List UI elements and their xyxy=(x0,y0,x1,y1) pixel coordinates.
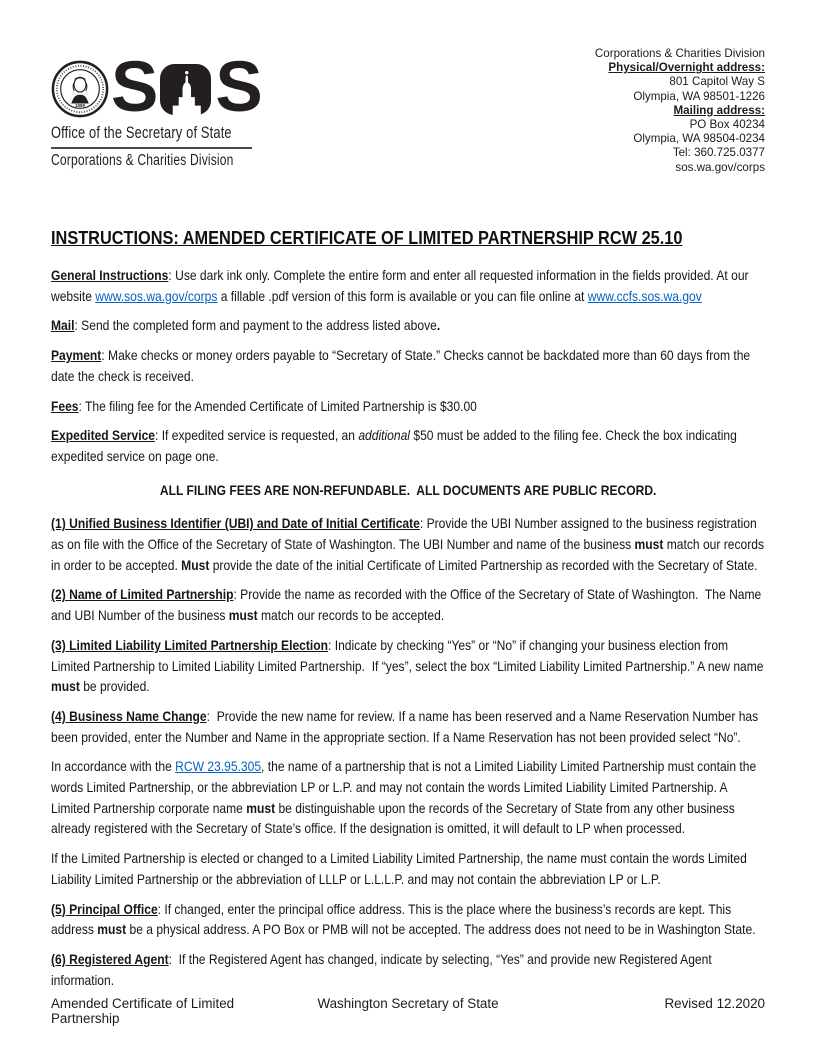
paragraph-fees: Fees: The filing fee for the Amended Certificate of Limited Partnership is $30.00 xyxy=(51,397,477,414)
paragraph-item6-registered-agent: (6) Registered Agent: If the Registered Agent has changed, indicate by selecting, “Yes” and provide new Registered Agent information. xyxy=(51,950,716,988)
sos-logo xyxy=(51,47,285,170)
hyperlink[interactable]: www.ccfs.sos.wa.gov xyxy=(587,287,702,304)
sos-letter-s-left: S xyxy=(111,47,157,127)
paragraph-item5-principal-office: (5) Principal Office: If changed, enter the principal office address. This is the place where the business’s records are kept. This address must be a physical address. A PO Box or PMB will not be accepted. The address does not need to be in Washington State. xyxy=(51,900,756,938)
physical-address-line1: 801 Capitol Way S xyxy=(669,75,765,89)
sos-logo-mark xyxy=(51,47,285,127)
mailing-address-line1: PO Box 40234 xyxy=(689,118,765,132)
paragraph-payment: Payment: Make checks or money orders payable to “Secretary of State.” Checks cannot be backdated more than 60 days from the date the check is received. xyxy=(51,347,754,384)
washington-state-seal-icon xyxy=(51,60,109,118)
paragraph-mail: Mail: Send the completed form and payment to the address listed above. xyxy=(51,317,441,334)
page-title: INSTRUCTIONS: AMENDED CERTIFICATE OF LIMITED PARTNERSHIP RCW 25.10 xyxy=(51,227,683,248)
capitol-dome-icon xyxy=(160,64,211,115)
paragraph-item3-lllp-election: (3) Limited Liability Limited Partnership Election: Indicate by checking “Yes” or “No” if changing your business election from Limited Partnership to Limited Liability Limited Partnership. If “yes”, select the box “Limited Liability Limited Partnership.” A new name must be provided. xyxy=(51,636,767,695)
sos-letter-s-right: S xyxy=(215,47,261,127)
mailing-address-label: Mailing address: xyxy=(673,103,765,117)
paragraph-item1-ubi: (1) Unified Business Identifier (UBI) and Date of Initial Certificate: Provide the UBI Number assigned to the business registration as on file with the Office of the Secretary of State of Washington. The UBI Number and name of the business must match our records in order to be accepted. Must provide the date of the initial Certificate of Limited Partnership as recorded with the Secretary of State. xyxy=(51,515,768,573)
physical-address-label: Physical/Overnight address: xyxy=(608,61,765,75)
physical-address-line2: Olympia, WA 98501-1226 xyxy=(633,89,765,103)
hyperlink[interactable]: RCW 23.95.305 xyxy=(175,758,262,775)
footer-agency-name: Washington Secretary of State xyxy=(317,996,499,1011)
paragraph-rcw-naming-rules: In accordance with the RCW 23.95.305, the name of a partnership that is not a Limited Liability Limited Partnership must contain the words Limited Partnership, or the abbreviation LP or L.P. and may not contain the words Limited Liability Limited Partnership. A Limited Partnership corporate name must be distinguishable upon the records of the Secretary of State from any other business already registered with the Secretary of State’s office. If the designation is omitted, it will default to LP when processed. xyxy=(51,758,760,837)
phone-number: Tel: 360.725.0377 xyxy=(672,146,765,160)
hyperlink[interactable]: www.sos.wa.gov/corps xyxy=(95,287,218,304)
paragraph-general-instructions: General Instructions: Use dark ink only. Complete the entire form and enter all requested information in the fields provided. At our website www.sos.wa.gov/corps a fillable .pdf version of this form is available or you can file online at www.ccfs.sos.wa.gov xyxy=(51,267,752,304)
footer-document-name: Amended Certificate of Limited Partnership xyxy=(51,996,235,1026)
mailing-address-line2: Olympia, WA 98504-0234 xyxy=(633,132,765,146)
logo-tagline: Office of the Secretary of State xyxy=(51,124,232,142)
website-address: sos.wa.gov/corps xyxy=(675,160,765,174)
paragraph-expedited-service: Expedited Service: If expedited service is requested, an additional $50 must be added to the filing fee. Check the box indicating expedited service on page one. xyxy=(51,427,741,464)
fees-nonrefundable-notice: ALL FILING FEES ARE NON-REFUNDABLE. ALL DOCUMENTS ARE PUBLIC RECORD. xyxy=(159,481,657,498)
seal-year-label: 1889 xyxy=(75,102,85,108)
paragraph-item2-name: (2) Name of Limited Partnership: Provide the name as recorded with the Office of the Secretary of State of Washington. The Name and UBI Number of the business must match our records to be accepted. xyxy=(51,586,765,624)
address-block xyxy=(595,47,765,175)
page-footer xyxy=(51,996,765,1026)
logo-division-label: Corporations & Charities Division xyxy=(51,152,234,169)
paragraph-lllp-naming-rules: If the Limited Partnership is elected or changed to a Limited Liability Limited Partnership, the name must contain the words Limited Liability Limited Partnership or the abbreviation of LLLP or L.L.L.P. and may not contain the abbreviation LP or L.P. xyxy=(51,850,751,887)
instructions-body xyxy=(51,225,768,990)
address-division-line: Corporations & Charities Division xyxy=(594,47,765,60)
paragraph-item4-name-change: (4) Business Name Change: Provide the new name for review. If a name has been reserved and a Name Reservation Number has been provided, enter the Number and Name in the appropriate section. If a Name Reservation has not been provided select “No”. xyxy=(51,707,762,745)
footer-revision-date: Revised 12.2020 xyxy=(664,996,765,1011)
document-header xyxy=(51,47,765,175)
logo-divider xyxy=(51,147,252,149)
